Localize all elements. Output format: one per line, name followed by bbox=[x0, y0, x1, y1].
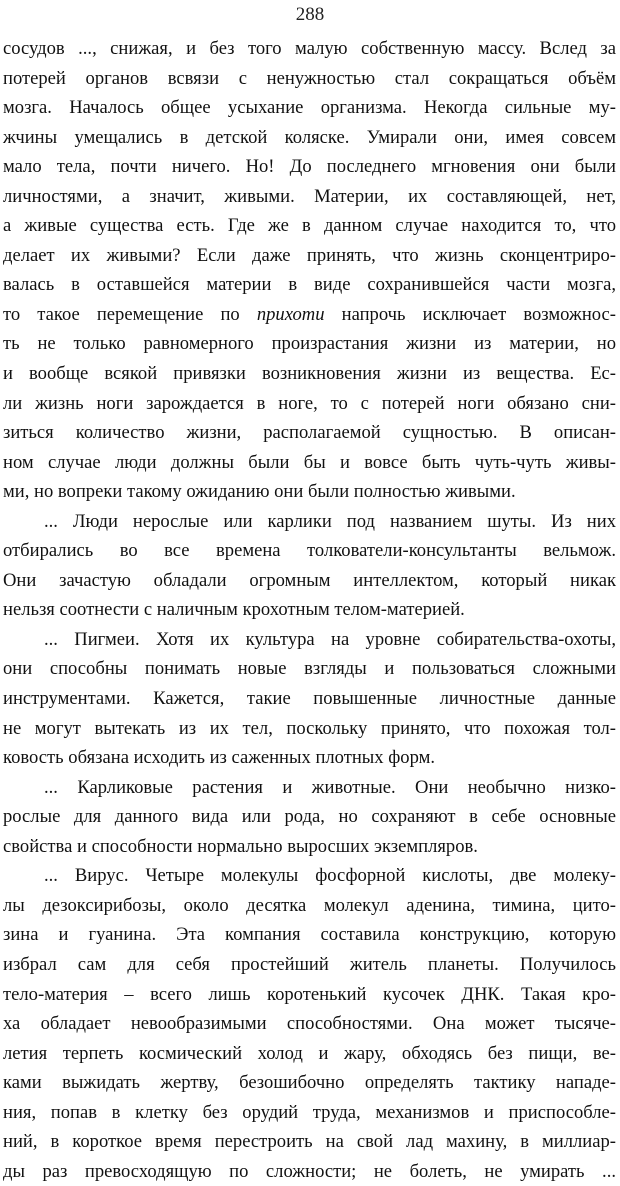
text-line: сосудов ..., снижая, и без того малую собственную массу. Вслед за bbox=[3, 38, 616, 59]
text-line: мозга. Началось общее усыхание организма. Некогда сильные му- bbox=[3, 97, 616, 119]
text-line: избрал сам для себя простейший житель планеты. Получилось bbox=[3, 953, 616, 975]
text-line bbox=[0, 300, 620, 330]
text-line: ... Карликовые растения и животные. Они необычно низко- bbox=[44, 776, 616, 798]
text-line: ном случае люди должны были бы и вовсе быть чуть-чуть живы- bbox=[3, 451, 616, 473]
text-line: ми, но вопреки такому ожиданию они были полностью живыми. bbox=[3, 481, 516, 503]
text-line: ния, попав в клетку без орудий труда, механизмов и приспособле- bbox=[3, 1101, 616, 1123]
text-line: ть не только равномерного произрастания жизни из материи, но bbox=[3, 333, 616, 355]
text-line: валась в оставшейся материи в виде сохранившейся части мозга, bbox=[3, 274, 616, 296]
text-line: отбирались во все времена толкователи-консультанты вельмож. bbox=[3, 540, 616, 562]
italic-word: прихоти bbox=[256, 303, 325, 325]
text-line: рослые для данного вида или рода, но сохраняют в себе основные bbox=[3, 806, 616, 828]
text-line: не могут вытекать из их тел, поскольку принято, что похожая тол- bbox=[3, 717, 616, 739]
text-line: мало тела, почти ничего. Но! До последнего мгновения они были bbox=[3, 156, 616, 178]
text-line: лы дезоксирибозы, около десятка молекул аденина, тимина, цито- bbox=[3, 894, 616, 916]
text-line: ... Вирус. Четыре молекулы фосфорной кислоты, две молеку- bbox=[44, 865, 616, 887]
text-line: ковость обязана исходить из саженных плотных форм. bbox=[3, 747, 436, 769]
text-line: ха обладает невообразимыми способностями. Она может тысяче- bbox=[3, 1013, 616, 1035]
text-line: Они зачастую обладали огромным интеллектом, который никак bbox=[3, 569, 616, 591]
text-line: личностями, а значит, живыми. Материи, их составляющей, нет, bbox=[3, 185, 616, 207]
text-segment: напрочь исключает возможнос- bbox=[324, 303, 616, 325]
text-line: ды раз превосходящую по сложности; не болеть, не умирать ... bbox=[3, 1160, 616, 1182]
text-line: потерей органов всвязи с ненужностью стал сокращаться объём bbox=[3, 67, 616, 89]
text-line: свойства и способности нормально выросших экземпляров. bbox=[3, 835, 478, 857]
text-line: ... Люди нерослые или карлики под названием шуты. Из них bbox=[44, 510, 616, 532]
text-line: летия терпеть космический холод и жару, обходясь без пищи, ве- bbox=[3, 1042, 616, 1064]
text-line: ний, в короткое время перестроить на свой лад махину, в миллиар- bbox=[3, 1131, 616, 1153]
text-line: ли жизнь ноги зарождается в ноге, то с потерей ноги обязано сни- bbox=[3, 392, 616, 414]
text-line: ... Пигмеи. Хотя их культура на уровне собирательства-охоты, bbox=[44, 628, 616, 650]
text-line: они способны понимать новые взгляды и пользоваться сложными bbox=[3, 658, 616, 680]
page-number: 288 bbox=[295, 4, 325, 25]
text-line: зина и гуанина. Эта компания составила конструкцию, которую bbox=[3, 924, 616, 946]
text-line: инструментами. Кажется, такие повышенные личностные данные bbox=[3, 688, 616, 710]
text-line: зиться количество жизни, располагаемой сущностью. В описан- bbox=[3, 422, 616, 444]
text-line: жчины умещались в детской коляске. Умирали они, имея совсем bbox=[3, 126, 616, 148]
text-line: делает их живыми? Если даже принять, что жизнь сконцентриро- bbox=[3, 244, 616, 266]
text-line: ками выжидать жертву, безошибочно определять тактику нападе- bbox=[3, 1072, 616, 1094]
text-segment: то такое перемещение по bbox=[3, 303, 257, 325]
text-line: а живые существа есть. Где же в данном случае находится то, что bbox=[3, 215, 616, 237]
text-line: и вообще всякой привязки возникновения жизни из вещества. Ес- bbox=[3, 363, 616, 385]
text-line: тело-материя – всего лишь коротенький кусочек ДНК. Такая кро- bbox=[3, 983, 616, 1005]
text-line: нельзя соотнести с наличным крохотным телом-материей. bbox=[3, 599, 465, 621]
body-text bbox=[0, 34, 620, 1186]
